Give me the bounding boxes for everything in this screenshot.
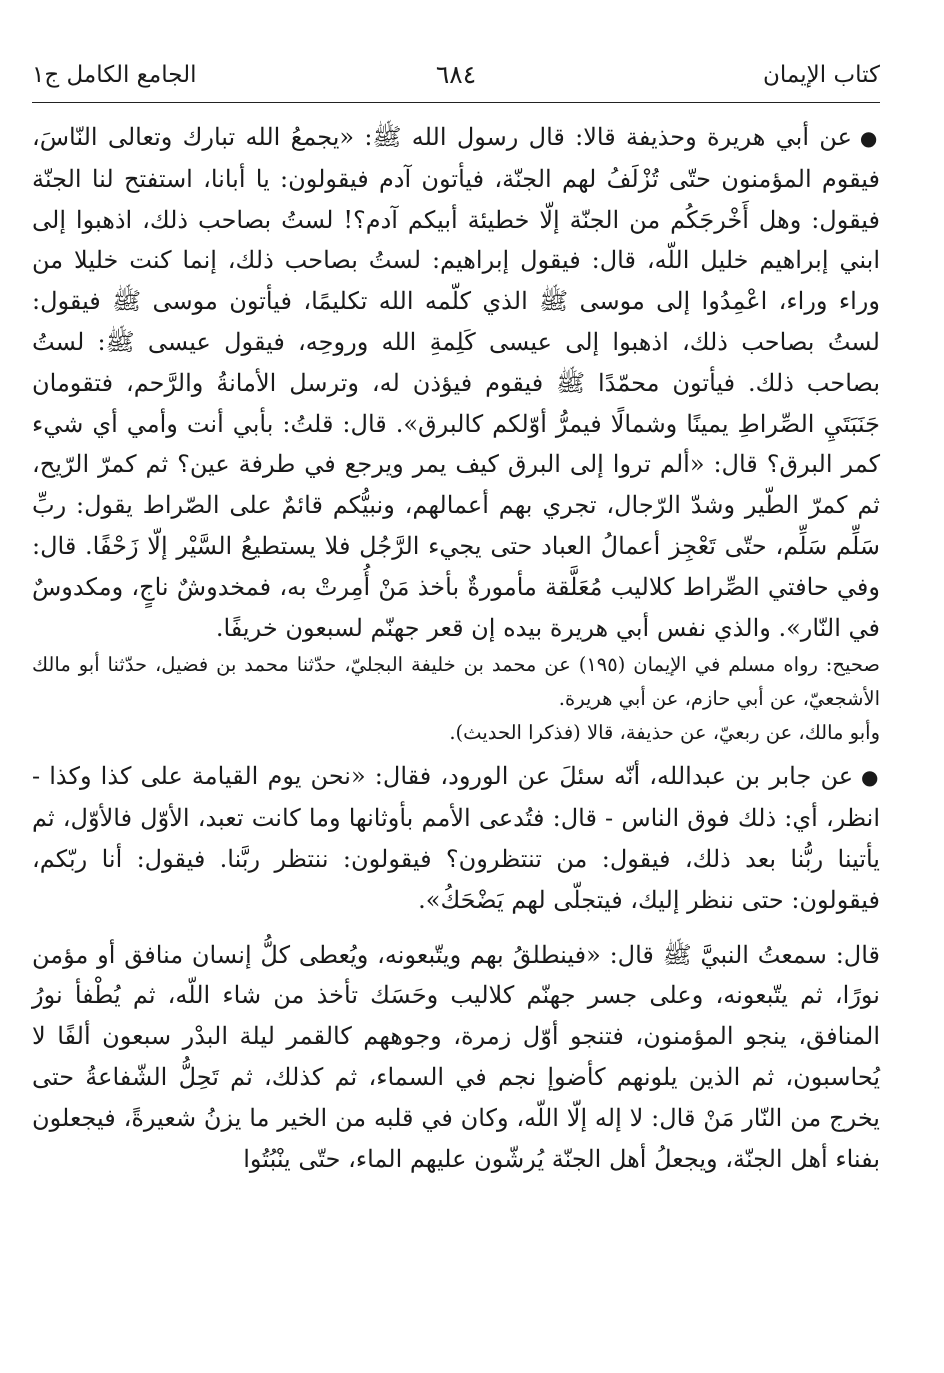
hadith-paragraph	[32, 117, 880, 648]
source-note: صحيح: رواه مسلم في الإيمان (١٩٥) عن محمد بن خليفة البجليّ، حدّثنا محمد بن فضيل، حدّثنا أبو مالك الأشجعيّ، عن أبي حازم، عن أبي هريرة.	[32, 653, 880, 711]
volume-title: الجامع الكامل ج١	[32, 62, 197, 88]
bullet-icon: ●	[861, 765, 881, 790]
page-number: ٦٨٤	[435, 60, 477, 89]
book-title: كتاب الإيمان	[763, 62, 880, 88]
source-note-chain: وأبو مالك، عن ربعيّ، عن حذيفة، قالا (فذكرا الحديث).	[449, 721, 880, 745]
page-content	[32, 117, 880, 1179]
hadith-continuation: قال: سمعتُ النبيَّ ﷺ قال: «فينطلقُ بهم ويتّبعونه، ويُعطى كلُّ إنسان منافق أو مؤمن نورًا، ثم يتّبعونه، وعلى جسر جهنّم كلاليب وحَسَك تأخذ من شاء اللّه، ثم يُطْفأ نورُ المنافق، ينجو المؤمنون، فتنجو أوّل زمرة، وجوههم كالقمر ليلة البدْر سبعون ألفًا لا يُحاسبون، ثم الذين يلونهم كأضوإ نجم في السماء، ثم كذلك، ثم تَحِلُّ الشّفاعةُ حتى يخرج من النّار مَنْ قال: لا إله إلّا اللّه، وكان في قلبه من الخير ما يزنُ شعيرةً، فيجعلون بفناء أهل الجنّة، ويجعلُ أهل الجنّة يُرشّون عليهم الماء، حتّى ينْبُتُوا	[32, 940, 880, 1173]
hadith-text: عن أبي هريرة وحذيفة قالا: قال رسول الله ﷺ: «يجمعُ الله تبارك وتعالى النّاسَ، فيقوم المؤمنون حتّى تُزْلَفُ لهم الجنّة، فيأتون آدم فيقولون: يا أبانا، استفتح لنا الجنّة فيقول: وهل أَخْرجَكُم من الجنّة إلّا خطيئة أبيكم آدم؟! لستُ بصاحب ذلك، اذهبوا إلى ابني إبراهيم خليل اللّه، قال: فيقول إبراهيم: لستُ بصاحب ذلك، إنما كنت خليلا من وراء وراء، اعْمِدُوا إلى موسى ﷺ الذي كلّمه الله تكليمًا، فيأتون موسى ﷺ فيقول: لستُ بصاحب ذلك، اذهبوا إلى عيسى كَلِمةِ الله وروحِه، فيقول عيسى ﷺ: لستُ بصاحب ذلك. فيأتون محمّدًا ﷺ فيقوم فيؤذن له، وترسل الأمانةُ والرَّحم، فتقومان جَنَبَتَيِ الصِّراطِ يمينًا وشمالًا فيمرُّ أوّلكم كالبرق». قال: قلتُ: بأبي أنت وأمي أي شيء كمر البرق؟ قال: «ألم تروا إلى البرق كيف يمر ويرجع في طرفة عين؟ ثم كمرّ الرّيح، ثم كمرّ الطّير وشدّ الرّجال، تجري بهم أعمالهم، ونبيُّكم قائمٌ على الصّراط يقول: ربِّ سَلِّم سَلِّم، حتّى تَعْجِز أعمالُ العباد حتى يجيء الرَّجُل فلا يستطيعُ السَّيْر إلّا زَحْفًا. قال: وفي حافتي الصِّراط كلاليب مُعَلَّقة مأمورةٌ بأخذ مَنْ أُمِرتْ به، فمخدوشٌ ناجٍ، ومكدوسٌ في النّار». والذي نفس أبي هريرة بيده إن قعر جهنّم لسبعون خريفًا.	[32, 123, 880, 642]
hadith-paragraph-2	[32, 756, 880, 920]
page-header	[32, 48, 880, 103]
hadith-text-2: عن جابر بن عبدالله، أنّه سئلَ عن الورود، فقال: «نحن يوم القيامة على كذا وكذا - انظر، أي: ذلك فوق الناس - قال: فتُدعى الأمم بأوثانها وما كانت تعبد، الأوّل فالأوّل، ثم يأتينا ربُّنا بعد ذلك، فيقول: من تنتظرون؟ فيقولون: ننتظر ربَّنا. فيقول: أنا ربّكم، فيقولون: حتى ننظر إليك، فيتجلّى لهم يَضْحَكُ».	[32, 762, 881, 914]
bullet-icon: ●	[859, 126, 880, 150]
book-page	[32, 48, 880, 1348]
